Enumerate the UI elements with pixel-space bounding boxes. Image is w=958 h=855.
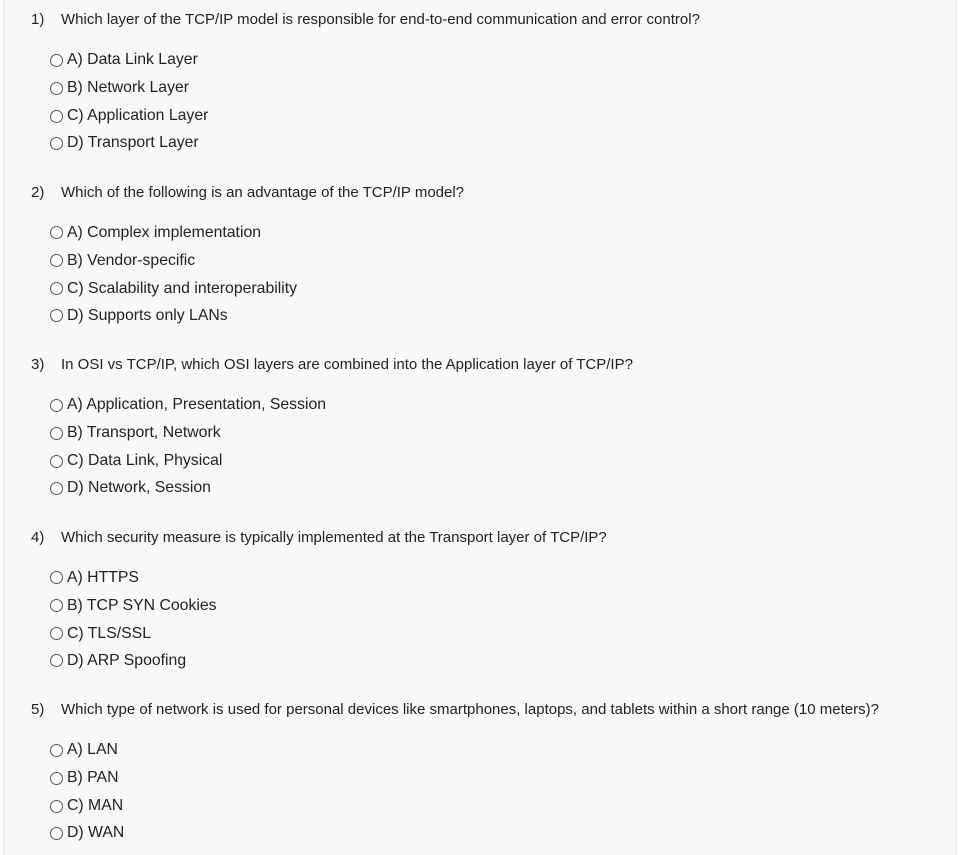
radio-button-icon[interactable] — [50, 455, 63, 468]
option-b[interactable] — [50, 250, 195, 272]
question-number: 1) — [31, 11, 45, 28]
option-label: A) Data Link Layer — [67, 51, 198, 68]
radio-button-icon[interactable] — [50, 399, 63, 412]
question-label: Which of the following is an advantage of the TCP/IP model? — [61, 183, 465, 201]
radio-button-icon[interactable] — [50, 54, 63, 67]
option-c[interactable] — [50, 105, 208, 127]
option-label: A) Application, Presentation, Session — [67, 396, 327, 413]
option-d[interactable] — [50, 132, 199, 154]
option-label: D) WAN — [67, 824, 125, 841]
radio-button-icon[interactable] — [50, 800, 63, 813]
radio-button-icon[interactable] — [50, 427, 63, 440]
option-d[interactable] — [50, 650, 186, 672]
radio-button-icon[interactable] — [50, 744, 63, 757]
radio-button-icon[interactable] — [50, 226, 63, 239]
radio-button-icon[interactable] — [50, 282, 63, 295]
option-label: B) PAN — [67, 769, 119, 786]
option-label: C) Scalability and interoperability — [67, 279, 298, 297]
option-b[interactable] — [50, 422, 221, 444]
option-label: B) Vendor-specific — [67, 251, 196, 269]
option-c[interactable] — [50, 450, 222, 472]
radio-button-icon[interactable] — [50, 827, 63, 840]
option-c[interactable] — [50, 623, 151, 645]
option-a[interactable] — [50, 567, 139, 589]
option-a[interactable] — [50, 394, 326, 416]
question-label: Which type of network is used for personal devices like smartphones, laptops, and tablets within a short range (10 meters)? — [61, 701, 879, 718]
option-a[interactable] — [50, 49, 198, 71]
option-label: D) Supports only LANs — [67, 306, 228, 324]
option-label: C) Data Link, Physical — [67, 452, 223, 469]
question-number: 4) — [31, 528, 45, 546]
option-b[interactable] — [50, 595, 217, 617]
option-b[interactable] — [50, 767, 119, 789]
option-d[interactable] — [50, 305, 228, 327]
radio-button-icon[interactable] — [50, 571, 63, 584]
radio-button-icon[interactable] — [50, 654, 63, 667]
option-label: B) Network Layer — [67, 79, 190, 96]
question-text — [31, 184, 464, 201]
question-number: 2) — [31, 183, 45, 201]
question-text — [31, 529, 607, 546]
question-number: 5) — [31, 701, 45, 718]
option-a[interactable] — [50, 739, 118, 761]
option-label: B) TCP SYN Cookies — [67, 596, 217, 614]
option-label: A) LAN — [67, 741, 118, 758]
quiz-panel — [3, 0, 957, 855]
radio-button-icon[interactable] — [50, 627, 63, 640]
option-label: A) HTTPS — [67, 568, 139, 586]
option-d[interactable] — [50, 477, 211, 499]
option-label: D) ARP Spoofing — [67, 651, 187, 669]
option-label: B) Transport, Network — [67, 424, 221, 441]
option-d[interactable] — [50, 822, 124, 844]
question-label: Which layer of the TCP/IP model is responsible for end-to-end communication and error control? — [61, 11, 700, 28]
option-label: C) TLS/SSL — [67, 624, 151, 642]
question-text — [31, 356, 633, 373]
option-label: C) Application Layer — [67, 107, 209, 124]
radio-button-icon[interactable] — [50, 254, 63, 267]
radio-button-icon[interactable] — [50, 772, 63, 785]
question-number: 3) — [31, 356, 45, 373]
option-label: C) MAN — [67, 797, 124, 814]
question-label: In OSI vs TCP/IP, which OSI layers are combined into the Application layer of TCP/IP? — [61, 356, 633, 373]
radio-button-icon[interactable] — [50, 82, 63, 95]
radio-button-icon[interactable] — [50, 110, 63, 123]
radio-button-icon[interactable] — [50, 137, 63, 150]
option-label: D) Transport Layer — [67, 134, 199, 151]
option-c[interactable] — [50, 795, 123, 817]
option-b[interactable] — [50, 77, 189, 99]
radio-button-icon[interactable] — [50, 599, 63, 612]
option-label: A) Complex implementation — [67, 223, 262, 241]
option-a[interactable] — [50, 222, 261, 244]
option-c[interactable] — [50, 278, 297, 300]
option-label: D) Network, Session — [67, 479, 211, 496]
question-label: Which security measure is typically implemented at the Transport layer of TCP/IP? — [61, 528, 607, 546]
question-text — [31, 11, 700, 28]
radio-button-icon[interactable] — [50, 309, 63, 322]
radio-button-icon[interactable] — [50, 482, 63, 495]
question-text — [31, 701, 879, 718]
